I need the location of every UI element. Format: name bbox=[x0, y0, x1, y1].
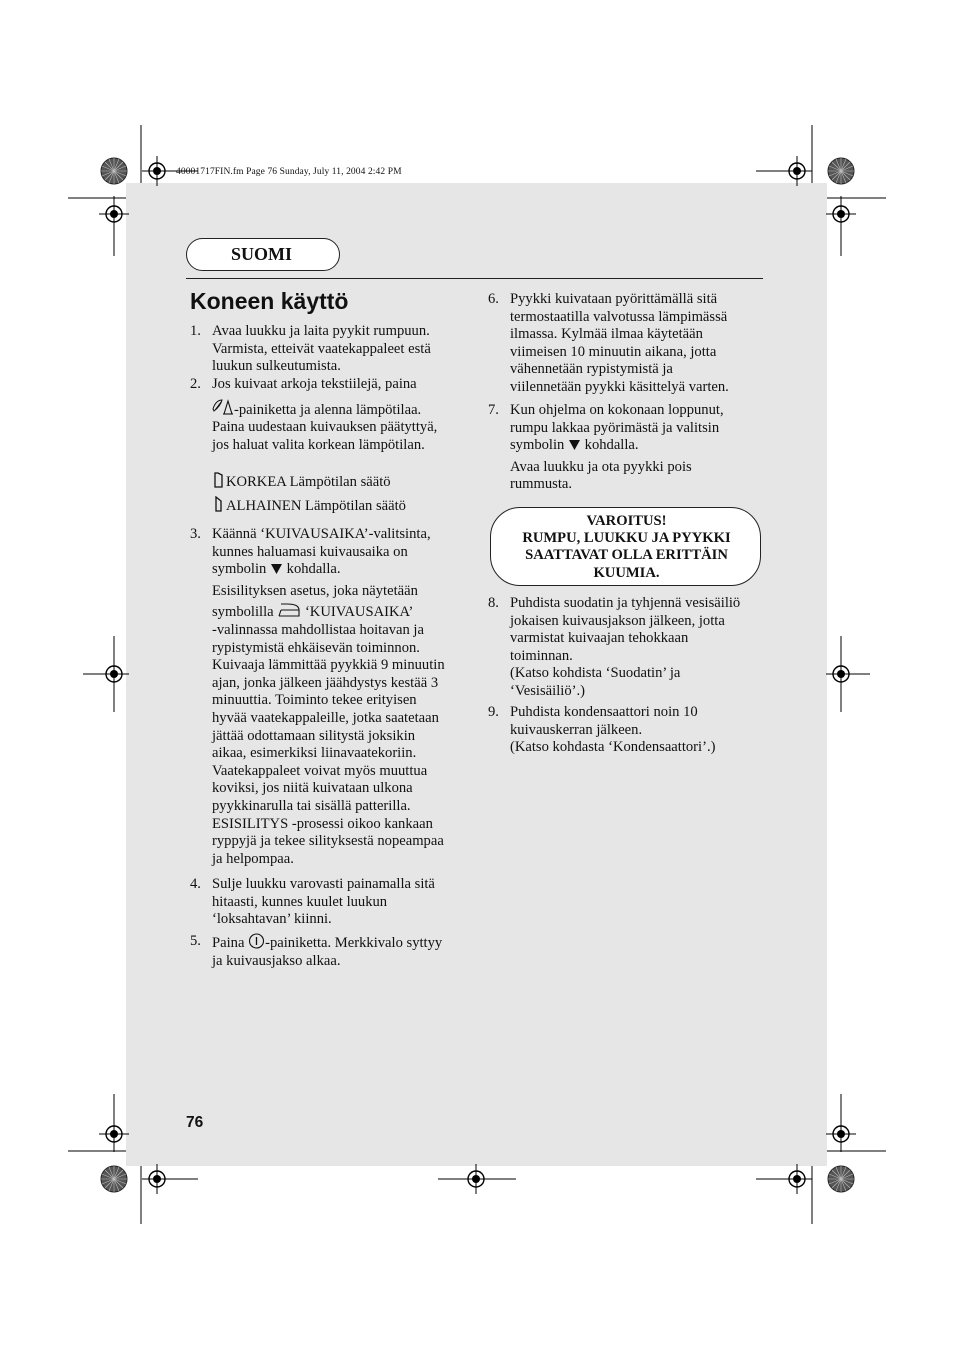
triangle-down-icon bbox=[568, 439, 581, 451]
step-text: hyvää vaatekappaleille, jotka saatetaan bbox=[212, 709, 439, 726]
header-rule bbox=[186, 278, 763, 279]
step-text: varmistat kuivaajan tehokkaan bbox=[510, 630, 689, 647]
step-text: Sulje luukku varovasti painamalla sitä bbox=[212, 876, 435, 892]
step-number: 9. bbox=[488, 704, 499, 720]
step-text: kuivauskerran jälkeen. bbox=[510, 721, 643, 738]
temp-option-low bbox=[212, 496, 472, 516]
step-text: jokaisen kuivausjakson jälkeen, jotta bbox=[510, 612, 725, 629]
triangle-down-icon bbox=[270, 563, 283, 575]
page-heading: Koneen käyttö bbox=[190, 288, 349, 314]
step-text: Paina uudestaan kuivauksen päätyttyä, bbox=[212, 419, 438, 436]
step-text: kohdalla. bbox=[286, 561, 341, 578]
step-text: Avaa luukku ja laita pyykit rumpuun. bbox=[212, 323, 430, 339]
step-text: viimeisen 10 minuutin aikana, jotta bbox=[510, 343, 717, 360]
page-number: 76 bbox=[186, 1114, 204, 1131]
step-text: -valinnassa mahdollistaa hoitavan ja bbox=[212, 621, 424, 638]
step-text: Jos kuivaat arkoja tekstiilejä, paina bbox=[212, 376, 417, 392]
step-text: symbolilla bbox=[212, 604, 274, 621]
step-text: hitaasti, kunnes kuulet luukun bbox=[212, 893, 388, 910]
step-text: Kuivaaja lämmittää pyykkiä 9 minuutin bbox=[212, 657, 445, 674]
step-number: 6. bbox=[488, 291, 499, 307]
step-text-line bbox=[212, 561, 472, 579]
temp-option-high bbox=[212, 472, 472, 492]
step-text-line bbox=[510, 437, 770, 455]
delicate-fabric-icon bbox=[212, 398, 234, 416]
temp-label-high: KORKEA Lämpötilan säätö bbox=[226, 474, 391, 491]
step-text: ryppyjä ja tekee silityksestä nopeampaa bbox=[212, 833, 444, 850]
step-text: ‘KUIVAUSAIKA’ bbox=[304, 604, 414, 621]
warning-text: SAATTAVAT OLLA ERITTÄIN bbox=[525, 547, 728, 563]
step-text: -painiketta. Merkkivalo syttyy bbox=[265, 935, 443, 951]
step-number: 1. bbox=[190, 323, 201, 339]
step-text: rummusta. bbox=[510, 476, 573, 493]
step-text-line bbox=[212, 398, 472, 420]
step-text: Avaa luukku ja ota pyykki pois bbox=[510, 458, 692, 475]
step-number: 7. bbox=[488, 402, 499, 418]
step-text: jos haluat valita korkean lämpötilan. bbox=[212, 436, 425, 453]
step-text: Käännä ‘KUIVAUSAIKA’-valitsinta, bbox=[212, 526, 431, 542]
step-text: Esisilityksen asetus, joka näytetään bbox=[212, 582, 418, 599]
step-text: kunnes haluamasi kuivausaika on bbox=[212, 543, 408, 560]
step-text: Vaatekappaleet voivat myös muuttua bbox=[212, 762, 428, 779]
step-text: (Katso kohdasta ‘Kondensaattori’.) bbox=[510, 739, 716, 756]
step-text: Paina bbox=[212, 935, 245, 951]
step-text: Puhdista kondensaattori noin 10 bbox=[510, 704, 698, 720]
iron-icon bbox=[277, 602, 301, 618]
step-text: minuuttia. Toiminto tekee erityisen bbox=[212, 692, 417, 709]
step-text: ‘loksahtavan’ kiinni. bbox=[212, 911, 332, 928]
file-info: 40001717FIN.fm Page 76 Sunday, July 11, 2004 2:42 PM bbox=[176, 167, 402, 177]
step-text: Puhdista suodatin ja tyhjennä vesisäiliö bbox=[510, 595, 741, 611]
step-text: aikaa, esimerkiksi liinavaatekoriin. bbox=[212, 745, 417, 762]
warning-title: VAROITUS! bbox=[586, 513, 667, 529]
step-text: rypistymistä ehkäisevän toiminnon. bbox=[212, 639, 420, 656]
step-text: symbolin bbox=[212, 561, 267, 578]
step-number: 8. bbox=[488, 595, 499, 611]
step-text: luukun sulkeutumista. bbox=[212, 358, 341, 375]
step-text: vähennetään rypistymistä ja bbox=[510, 361, 673, 378]
step-text: ja kuivausjakso alkaa. bbox=[212, 952, 341, 969]
step-text: termostaatilla valvotussa lämpimässä bbox=[510, 308, 728, 325]
low-temp-icon bbox=[212, 496, 226, 512]
step-text: ilmassa. Kylmää ilmaa käytetään bbox=[510, 326, 703, 343]
step-text: toiminnan. bbox=[510, 647, 573, 664]
step-text: Pyykki kuivataan pyörittämällä sitä bbox=[510, 291, 718, 307]
start-button-icon bbox=[248, 933, 265, 949]
language-tab bbox=[186, 238, 340, 271]
step-text: ajan, jonka jälkeen jäähdystys kestää 3 bbox=[212, 674, 439, 691]
step-text: jättää odottamaan silitystä joksikin bbox=[212, 727, 416, 744]
temp-label-low: ALHAINEN Lämpötilan säätö bbox=[226, 497, 406, 514]
step-number: 4. bbox=[190, 876, 201, 892]
step-text: ‘Vesisäiliö’.) bbox=[510, 682, 585, 699]
step-text: Varmista, etteivät vaatekappaleet estä bbox=[212, 340, 431, 357]
step-text-line bbox=[212, 933, 472, 953]
step-text: kohdalla. bbox=[584, 437, 639, 454]
warning-text: KUUMIA. bbox=[593, 565, 660, 581]
step-text: -painiketta ja alenna lämpötilaa. bbox=[234, 401, 422, 418]
step-text: (Katso kohdista ‘Suodatin’ ja bbox=[510, 665, 681, 682]
warning-box bbox=[490, 507, 761, 586]
step-number: 5. bbox=[190, 933, 201, 949]
step-text: koviksi, jos niitä kuivataan ulkona bbox=[212, 780, 413, 797]
step-text: rumpu lakkaa pyörimästä ja valitsin bbox=[510, 419, 720, 436]
step-text: viilennetään pyykki käsittelyä varten. bbox=[510, 378, 729, 395]
step-text: Kun ohjelma on kokonaan loppunut, bbox=[510, 402, 724, 418]
step-number: 2. bbox=[190, 376, 201, 392]
step-text-line bbox=[212, 602, 472, 622]
step-text: ja helpompaa. bbox=[212, 850, 294, 867]
step-number: 3. bbox=[190, 526, 201, 542]
step-text: pyykkinarulla tai sisällä patterilla. bbox=[212, 797, 411, 814]
language-tab-label: SUOMI bbox=[231, 244, 293, 264]
step-text: ESISILITYS -prosessi oikoo kankaan bbox=[212, 815, 433, 832]
warning-text: RUMPU, LUUKKU JA PYYKKI bbox=[522, 530, 731, 546]
high-temp-icon bbox=[212, 472, 226, 488]
step-text: symbolin bbox=[510, 437, 565, 454]
